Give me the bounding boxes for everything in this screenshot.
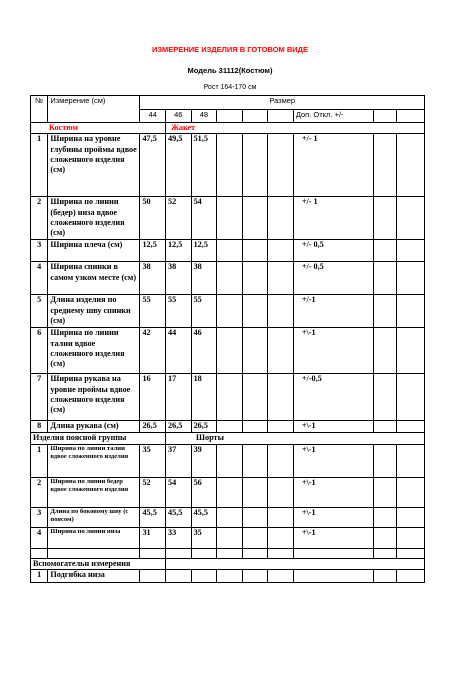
table-row: 3 Длина по боковому шву (с поясом) 45,5 45,5 45,5 +\-1 [31,507,425,527]
section-row-waist [31,433,425,444]
table-row: 7 Ширина рукава на уровне проймы вдвое сложенного изделия (см) 16 17 18 +/-0,5 [31,374,425,421]
table-row: 4 Ширина спинки в самом узком месте (см) 38 38 38 +/- 0,5 [31,262,425,295]
header-size: Размер [140,96,425,110]
measurement-table [30,95,425,583]
table-row: 3 Ширина плеча (см) 12,5 12,5 12,5 +/- 0,5 [31,240,425,262]
header-size-44: 44 [140,110,166,123]
model-name: Модель 31112(Костюм) [187,66,273,75]
height-range: Рост 164-170 см [203,84,257,91]
section-row-suit [31,123,425,134]
section-shorts-label: Шорты [166,433,425,444]
section-jacket-label: Жакет [166,123,425,134]
table-row: 4 Ширина по линии низа 31 33 35 +\-1 [31,527,425,548]
section-aux-label: Вспомогательн измерения [31,558,166,569]
header-measure: Измерение (см) [48,96,140,123]
table-row: 1 Ширина на уровне глубины проймы вдвое сложенного изделия (см) 47,5 49,5 51,5 +/- 1 [31,134,425,197]
header-row [31,96,425,110]
table-row: 2 Ширина по линии (бедер) низа вдвое сложенного изделия (см) 50 52 54 +/- 1 [31,197,425,240]
section-waist-label: Изделия поясной группы [31,433,166,444]
table-row: 8 Длина рукава (см) 26,5 26,5 26,5 +\-1 [31,421,425,433]
section-row-aux [31,558,425,569]
document-title: ИЗМЕРЕНИЕ ИЗДЕЛИЯ В ГОТОВОМ ВИДЕ [151,45,309,54]
header-tolerance: Доп. Откл. +/- [293,110,373,123]
table-row: 1 Ширина по линии талии вдвое сложенного изделия 35 37 39 +\-1 [31,444,425,477]
blank-row [31,548,425,558]
header-num: № [31,96,48,123]
section-suit-label: Костюм [31,123,166,134]
header-size-46: 46 [166,110,192,123]
table-row: 2 Ширина по линии бедер вдвое сложенного изделия 52 54 56 +\-1 [31,477,425,507]
table-row: 5 Длина изделия по среднему шву спинки (см) 55 55 55 +/-1 [31,295,425,328]
header-size-48: 48 [191,110,217,123]
table-row: 1 Подгибка низа [31,569,425,582]
table-row: 6 Ширина по линии талии вдвое сложенного изделия (см) 42 44 46 +\-1 [31,328,425,374]
